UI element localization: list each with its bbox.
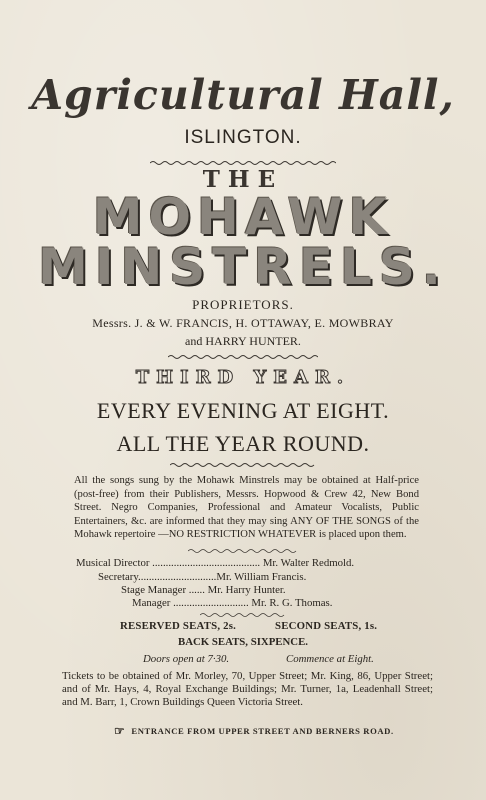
commence-time: Commence at Eight. [286, 653, 374, 665]
pointing-hand-icon: ☞ [114, 724, 126, 738]
songs-notice [74, 474, 419, 542]
place-subtitle: ISLINGTON. [184, 127, 302, 148]
staff-stage-manager: Stage Manager ...... Mr. Harry Hunter. [121, 584, 286, 596]
the-heading: THE [202, 166, 284, 193]
staff-musical-director: Musical Director ........................................ Mr. Walter Redmold. [76, 557, 355, 569]
wavy-divider [188, 548, 298, 554]
wavy-divider [168, 354, 318, 360]
proprietors-names-cont: and HARRY HUNTER. [185, 334, 301, 348]
staff-manager: Manager ............................ Mr. R. G. Thomas. [132, 597, 333, 609]
wavy-divider [200, 612, 286, 618]
ticket-outlets [62, 670, 433, 710]
staff-secretary: Secretary.............................Mr. William Francis. [98, 571, 307, 583]
season-banner: THIRD YEAR. [135, 367, 351, 388]
doors-open-time: Doors open at 7·30. [143, 653, 230, 665]
songs-notice-text: All the songs sung by the Mohawk Minstrels may be obtained at Half-price (post-free) from their Publishers, Messrs. Hopwood & Crew 42, New Bond Street. Negro Companies, Professional and Amateur Vocalists, Public Entertainers, &c. are informed that they may sing ANY OF THE SONGS of the Mohawk repertoire —NO RESTRICTION WHATEVER is placed upon them. [74, 475, 419, 541]
mohawk-heading: MOHAWK [92, 188, 394, 246]
proprietors-names: Messrs. J. & W. FRANCIS, H. OTTAWAY, E. MOWBRAY [92, 316, 394, 330]
second-seats-price: SECOND SEATS, 1s. [275, 620, 378, 632]
hall-title: Agricultural Hall, [31, 71, 455, 119]
ticket-outlets-text: Tickets to be obtained of Mr. Morley, 70, Upper Street; Mr. King, 86, Upper Street; and of Mr. Hays, 4, Royal Exchange Buildings; Mr. Turner, 1a, Leadenhall Street; and M. Barr, 1, Crown Buildings Queen Victoria Street. [62, 670, 433, 709]
reserved-seats-price: RESERVED SEATS, 2s. [120, 620, 237, 632]
entrance-note [114, 724, 394, 739]
proprietors-heading: PROPRIETORS. [192, 297, 294, 312]
back-seats-price: BACK SEATS, SIXPENCE. [178, 636, 308, 648]
entrance-text: ENTRANCE FROM UPPER STREET AND BERNERS ROAD. [131, 726, 394, 736]
schedule-line-1: EVERY EVENING AT EIGHT. [96, 398, 390, 423]
minstrels-heading: MINSTRELS. [38, 238, 448, 296]
schedule-line-2: ALL THE YEAR ROUND. [116, 431, 370, 456]
wavy-divider [170, 462, 316, 468]
